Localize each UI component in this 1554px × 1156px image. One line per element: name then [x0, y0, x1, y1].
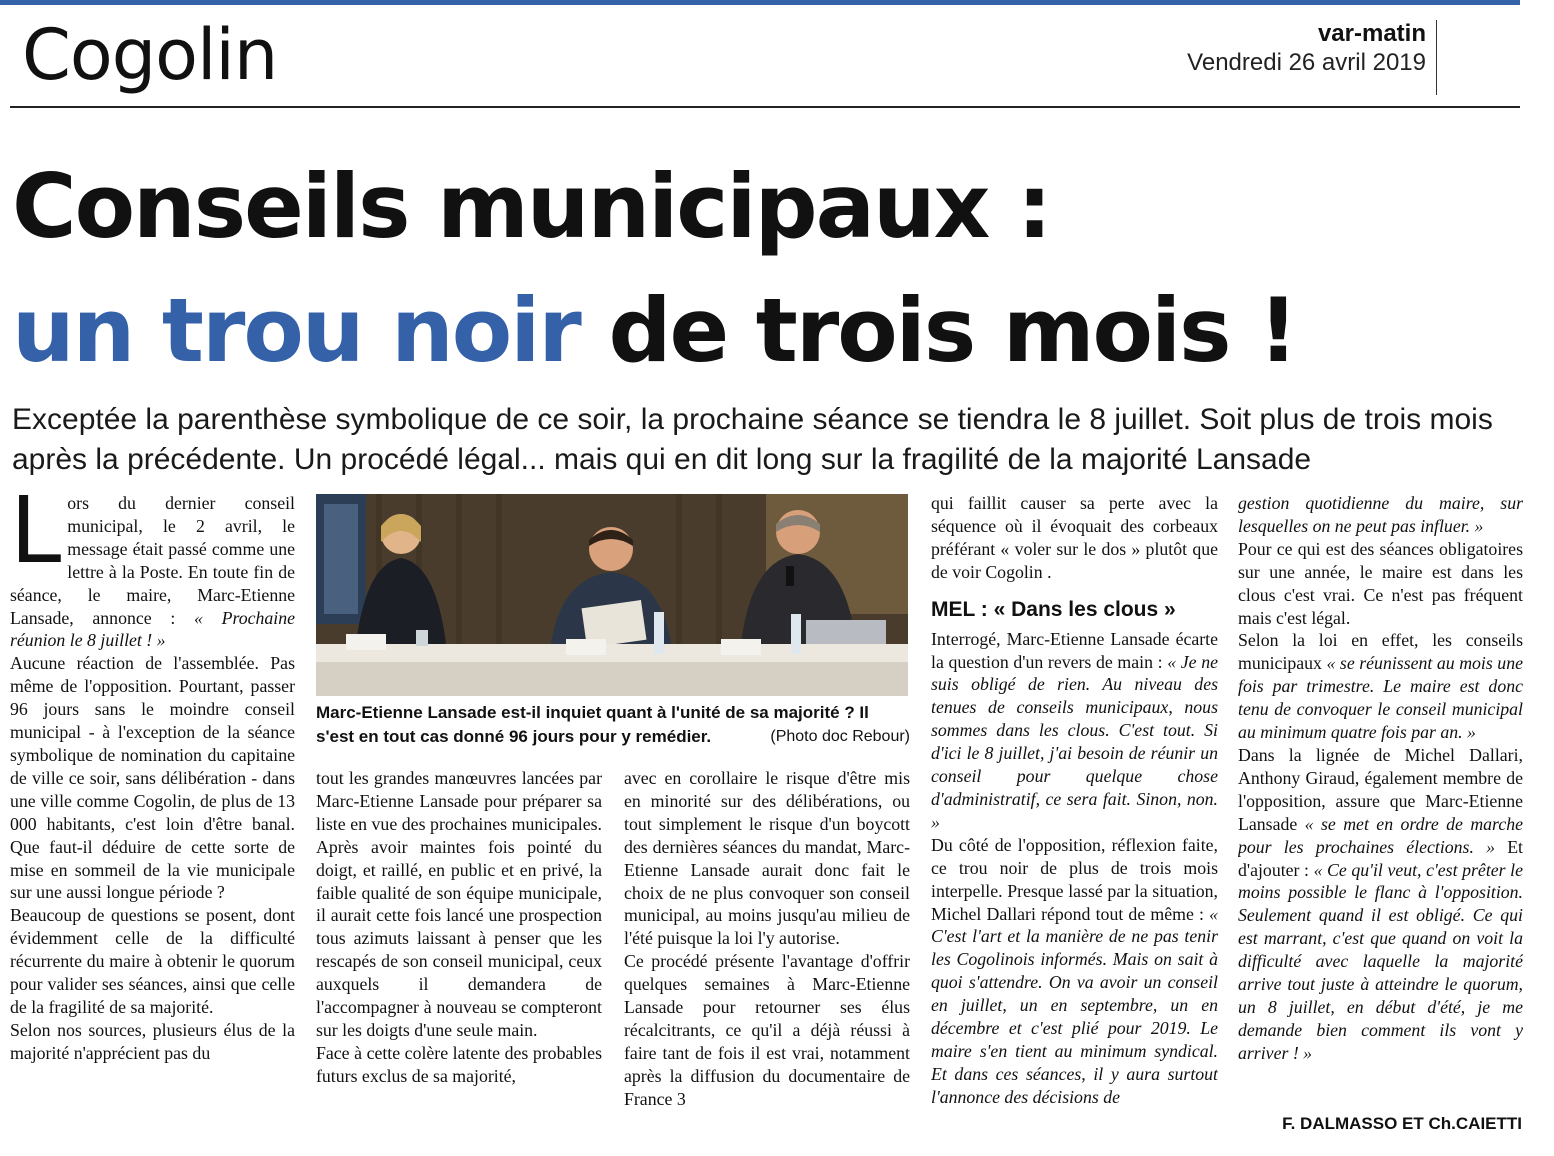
paragraph [1238, 744, 1523, 1065]
headline [12, 145, 1532, 393]
header-rule [10, 106, 1520, 108]
article-column-4 [931, 492, 1218, 1142]
paragraph: gestion quotidienne du maire, sur lesquelles on ne peut pas influer. » [1238, 493, 1523, 536]
paragraph: Beaucoup de questions se posent, dont évidemment celle de la difficulté récurrente du maire à obtenir le quorum pour valider ses séances, ainsi que celle de la fragilité de sa majorité. [10, 905, 295, 1017]
article-column-1 [10, 492, 295, 1142]
paragraph: tout les grandes manœuvres lancées par Marc-Etienne Lansade pour préparer sa liste en vue des prochaines municipales. Après avoir maintes fois pointé du doigt, et raillé, en public et en privé, la faible qualité de son équipe municipale, il aurait cette fois lancé une prospection tous azimuts laissant à penser que les rescapés de son conseil municipal, ceux auxquels il demandera de l'accompagner à nouveau se compteront sur les doigts d'une seule main. [316, 768, 602, 1040]
drop-cap: L [10, 492, 62, 584]
paragraph: Pour ce qui est des séances obligatoires sur une année, le maire est dans les clous c'est vrai. Ce n'est pas fréquent mais c'est légal. [1238, 538, 1523, 628]
article-column-2 [316, 767, 602, 1142]
text: Du côté de l'opposition, réflexion faite, ce trou noir de plus de trois mois interpelle. Presque lassé par la situation, Michel Dallari répond tout de même : [931, 834, 1218, 924]
text: Selon la loi en effet, les conseils municipaux [1238, 630, 1523, 674]
text: Et d'ajouter : [1238, 836, 1523, 880]
headline-highlight: un trou noir [12, 279, 580, 382]
quote: « se met en ordre de marche pour les prochaines élections. » [1238, 813, 1523, 857]
paragraph [10, 492, 295, 652]
photo-credit: (Photo doc Rebour) [770, 728, 910, 745]
quote: « Je ne suis obligé de rien. Au niveau des tenues de conseils municipaux, nous sommes dans les clous. C'est tout. Si d'ici le 8 juillet, j'ai besoin de réunir un conseil pour quelque chose d'administratif, ce sera fait. Sinon, non. » [931, 651, 1218, 832]
caption-text: Marc-Etienne Lansade est-il inquiet quant à l'unité de sa majorité ? Il s'est en tout cas donné 96 jours pour y remédier. [316, 703, 869, 746]
newspaper-name: var-matin [1317, 20, 1426, 47]
text: ors du dernier conseil municipal, le 2 avril, le message était passé comme une lettre à la Poste. En toute fin de séance, le maire, Marc-Etienne Lansade, annonce : [10, 493, 295, 628]
article-subheading: MEL : « Dans les clous » [931, 597, 1176, 621]
article-deck: Exceptée la parenthèse symbolique de ce soir, la prochaine séance se tiendra le 8 juillet. Soit plus de trois mois après la précédente. Un procédé légal... mais qui en dit long sur la fragilité de la majorité Lansade [12, 403, 1493, 476]
top-color-bar [0, 0, 1520, 5]
photo-caption [316, 701, 910, 749]
article-byline: F. DALMASSO ET Ch.CAIETTI [1282, 1114, 1522, 1133]
quote: « Prochaine réunion le 8 juillet ! » [10, 607, 295, 651]
paragraph: Selon nos sources, plusieurs élus de la majorité n'apprécient pas du [10, 1019, 295, 1063]
section-title: Cogolin [22, 14, 278, 96]
council-meeting-photo [316, 494, 908, 696]
masthead-divider [1436, 20, 1437, 95]
headline-line-1: Conseils municipaux : [12, 155, 1051, 258]
quote: « Ce qu'il veut, c'est prêter le moins possible le flanc à l'opposition. Seulement quand il est obligé. Ce qui est marrant, c'est que quand on voit la difficulté avec laquelle la majorité arrive tout juste à atteindre le quorum, un 8 juillet, en début d'été, je me demande bien comment ils vont y arriver ! » [1238, 859, 1523, 1063]
publication-date: Vendredi 26 avril 2019 [1187, 49, 1426, 76]
paragraph: Face à cette colère latente des probables futurs exclus de sa majorité, [316, 1042, 602, 1086]
paragraph: avec en corollaire le risque d'être mis en minorité sur des délibérations, ou tout simplement le risque d'un boycott des dernières séances du mandat, Marc-Etienne Lansade aurait donc fait le choix de ne plus convoquer son conseil municipal, au moins jusqu'au milieu de l'été puisque la loi l'y autorise. [624, 768, 910, 949]
text: Interrogé, Marc-Etienne Lansade écarte la question d'un revers de main : [931, 628, 1218, 672]
paragraph [931, 834, 1218, 1109]
article-column-5 [1238, 492, 1523, 1142]
paragraph: qui faillit causer sa perte avec la séquence où il évoquait des corbeaux préférant « voler sur le dos » plutôt que de voir Cogolin . [931, 493, 1218, 582]
quote: « se réunissent au mois une fois par trimestre. Le maire est donc tenu de convoquer le conseil municipal au minimum quatre fois par an. » [1238, 653, 1523, 743]
article-column-3 [624, 767, 910, 1142]
text: Dans la lignée de Michel Dallari, Anthony Giraud, également membre de l'opposition, assure que Marc-Etienne Lansade [1238, 744, 1523, 834]
paragraph [1238, 629, 1523, 744]
paragraph: Ce procédé présente l'avantage d'offrir quelques semaines à Marc-Etienne Lansade pour retourner ses élus récalcitrants, ce qu'il a déjà réussi à faire tant de fois il est vrai, notamment après la diffusion du documentaire de France 3 [624, 951, 910, 1109]
paragraph [931, 628, 1218, 834]
headline-line-2 [12, 269, 1532, 393]
article-photo [316, 494, 908, 696]
headline-rest: de trois mois ! [579, 279, 1297, 382]
quote: « C'est l'art et la manière de ne pas tenir les Cogolinois informés. Mais on sait à quoi s'attendre. On va avoir un conseil en juillet, un en septembre, un en décembre et c'est plié pour 2019. Le maire s'en tient au minimum syndical. Et dans ces séances, il y aura surtout l'annonce des décisions de [931, 903, 1218, 1107]
paragraph: Aucune réaction de l'assemblée. Pas même de l'opposition. Pourtant, passer 96 jours sans le moindre conseil municipal - à l'exception de la séance symbolique de nomination du capitaine de ville ce soir, sans délibération - dans une ville comme Cogolin, de plus de 13 000 habitants, c'est loin d'être banal. Que faut-il déduire de cette sorte de mise en sommeil de la vie municipale sur une aussi longue période ? [10, 653, 295, 903]
